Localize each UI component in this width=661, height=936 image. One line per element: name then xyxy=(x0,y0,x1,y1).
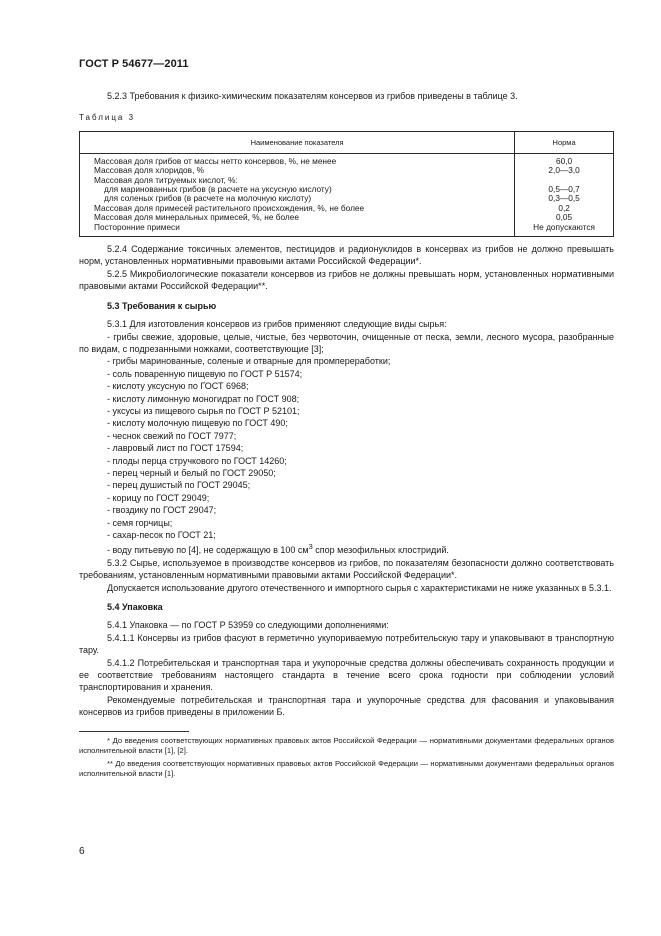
norm-value: 0,2 xyxy=(558,202,570,213)
list-item: - корицу по ГОСТ 29049; xyxy=(107,492,210,503)
table-header-indicator: Наименование показателя xyxy=(80,131,515,153)
paragraph-5-3-1: 5.3.1 Для изготовления консервов из грибов применяют следующие виды сырья: xyxy=(107,319,447,330)
list-item: - перец черный и белый по ГОСТ 29050; xyxy=(107,467,276,478)
list-item: - грибы маринованные, соленые и отварные для промпереработки; xyxy=(107,356,391,367)
indicator-name: Массовая доля хлоридов, % xyxy=(94,165,205,176)
indicator-name: Посторонние примеси xyxy=(94,221,180,232)
list-item: - сахар-песок по ГОСТ 21; xyxy=(107,530,216,540)
indicator-name: Массовая доля примесей растительного происхождения, %, не более xyxy=(94,202,365,213)
superscript-3: 3 xyxy=(308,542,313,552)
water-item-text-end: спор мезофильных клостридий. xyxy=(312,545,449,556)
list-item: - кислоту молочную пищевую по ГОСТ 490; xyxy=(107,418,288,429)
paragraph-5-2-4: 5.2.4 Содержание токсичных элементов, пестицидов и радионуклидов в консервах из грибов не должно превышать норм, установленных нормативными правовыми актами Российской Федерации*. xyxy=(79,244,614,267)
paragraph-5-2-3: 5.2.3 Требования к физико-химическим показателям консервов из грибов приведены в таблице 3. xyxy=(107,91,518,101)
list-item: - соль поваренную пищевую по ГОСТ Р 51574; xyxy=(107,368,303,379)
list-item: - семя горчицы; xyxy=(107,517,173,528)
norm-value: 0,3—0,5 xyxy=(548,193,580,204)
list-item: - кислоту лимонную моногидрат по ГОСТ 908; xyxy=(107,393,300,404)
indicator-name: Массовая доля минеральных примесей, %, не более xyxy=(94,212,299,223)
list-item: - чеснок свежий по ГОСТ 7977; xyxy=(107,430,237,441)
paragraph-5-2-5: 5.2.5 Микробиологические показатели консервов из грибов не должны превышать норм, установленных нормативными правовыми актами Российской Федерации**. xyxy=(79,268,614,292)
indicator-name: для маринованных грибов (в расчете на уксусную кислоту) xyxy=(104,184,332,195)
page-content xyxy=(79,90,614,781)
footnote-divider xyxy=(79,731,189,732)
water-item-text: - воду питьевую по [4], не содержащую в 100 см xyxy=(107,545,309,556)
norm-value: 0,05 xyxy=(556,212,573,223)
footnote: ** До введения соответствующих нормативных правовых актов Российской Федерации — нормативными документами федеральных органов исполнительной власти [1]. xyxy=(79,758,614,778)
norm-value: 2,0—3,0 xyxy=(548,165,580,176)
list-item: - уксусы из пищевого сырья по ГОСТ Р 52101; xyxy=(107,405,300,416)
footnote: * До введения соответствующих нормативных правовых актов Российской Федерации — нормативными документами федеральных органов исполнительной власти [1], [2]. xyxy=(79,735,614,756)
paragraph-allowance: Допускается использование другого отечественного и импортного сырья с характеристиками не ниже указанных в 5.3.1. xyxy=(107,582,612,593)
norm-value: Не допускаются xyxy=(533,221,596,232)
table-cell-values xyxy=(515,153,614,236)
list-item: - гвоздику по ГОСТ 29047; xyxy=(107,505,217,516)
list-item: - лавровый лист по ГОСТ 17594; xyxy=(107,443,244,454)
paragraph-5-4-1: 5.4.1 Упаковка — по ГОСТ Р 53959 со следующими дополнениями: xyxy=(107,620,389,631)
section-heading-5-4: 5.4 Упаковка xyxy=(107,602,163,613)
paragraph-5-3-2: 5.3.2 Сырье, используемое в производстве консервов из грибов, по показателям безопасности должно соответствовать требованиям, установленным нормативными правовыми актами Российской Федерации*. xyxy=(79,557,614,581)
footnotes xyxy=(79,736,614,780)
list-item xyxy=(79,541,614,556)
section-heading-5-3: 5.3 Требования к сырью xyxy=(107,300,217,311)
list-item: - перец душистый по ГОСТ 29045; xyxy=(107,480,251,491)
list-item: - плоды перца стручкового по ГОСТ 14260; xyxy=(107,455,287,466)
table-header-norm: Норма xyxy=(515,131,614,153)
norm-value: 0,5—0,7 xyxy=(548,184,580,195)
paragraph-5-4-1-2: 5.4.1.2 Потребительская и транспортная тара и укупорочные средства должны обеспечивать сохранность продукции и ее соответствие требованиям настоящего стандарта в течение всего срока годности при соблюдении условий транспортирования и хранения. xyxy=(79,657,614,693)
norm-value: 60,0 xyxy=(556,155,573,166)
list-item: - грибы свежие, здоровые, целые, чистые, без червоточин, очищенные от песка, земли, лесного мусора, разобранные по видам, с подрезанными ножками, соответствующие [3]; xyxy=(79,331,614,354)
table-caption: Таблица 3 xyxy=(79,113,136,123)
paragraph-5-4-1-1: 5.4.1.1 Консервы из грибов фасуют в герметично укупориваемую потребительскую тару и упаковывают в транспортную тару. xyxy=(79,632,614,656)
page-number: 6 xyxy=(79,846,85,857)
indicator-name: Массовая доля грибов от массы нетто консервов, %, не менее xyxy=(94,155,337,166)
indicator-name: Массовая доля титруемых кислот, %: xyxy=(94,174,238,185)
indicator-name: для соленых грибов (в расчете на молочную кислоту) xyxy=(104,193,312,204)
list-item: - кислоту уксусную по ГОСТ 6968; xyxy=(107,381,249,392)
paragraph-recommendation: Рекомендуемые потребительская и транспортная тара и укупорочные средства для фасования и упаковывания консервов из грибов приведены в приложении Б. xyxy=(79,694,614,718)
table-cell-names xyxy=(80,153,515,236)
table-3 xyxy=(79,131,614,237)
document-header: ГОСТ Р 54677—2011 xyxy=(79,58,189,70)
table-row xyxy=(80,153,614,236)
